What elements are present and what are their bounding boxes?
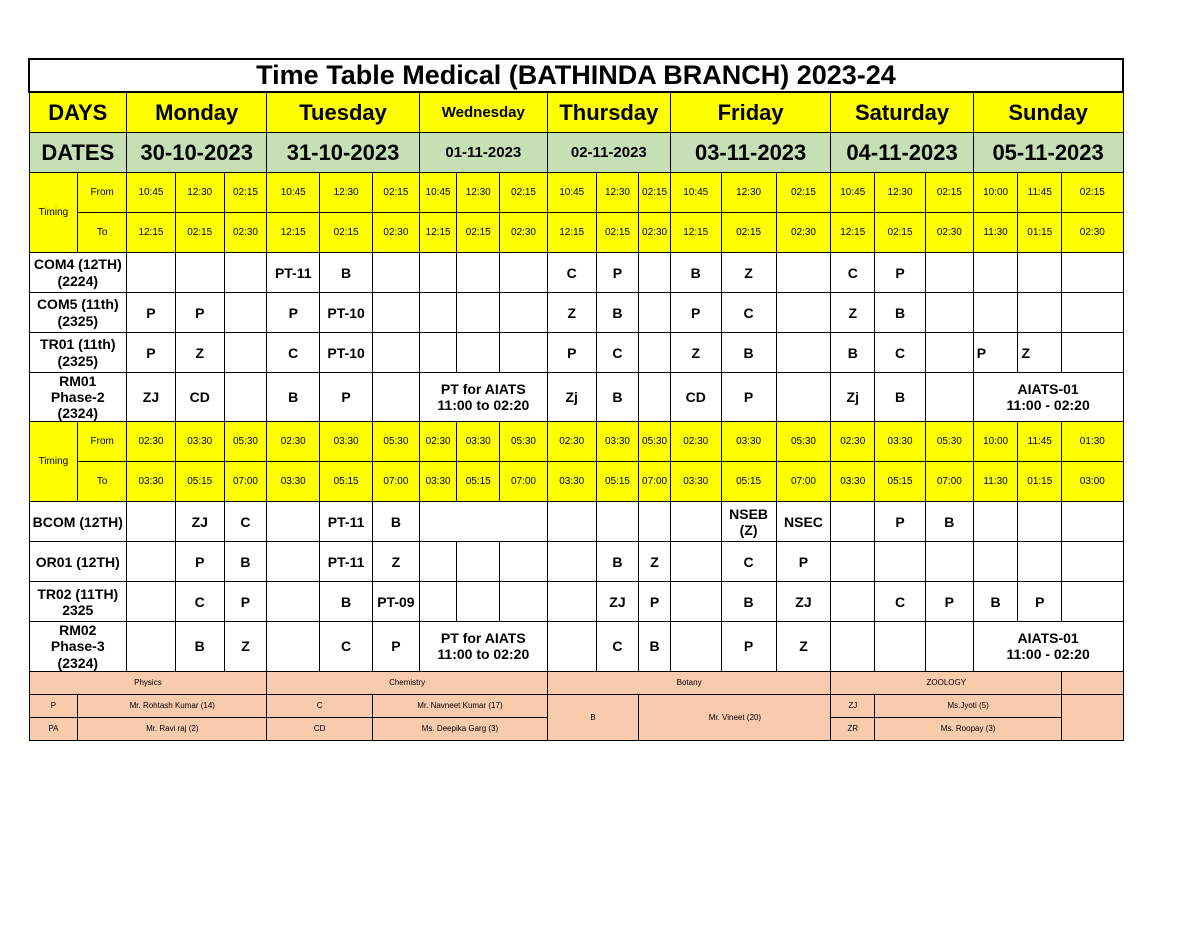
subject-cell xyxy=(127,582,176,622)
subject-cell xyxy=(973,542,1018,582)
subject-cell xyxy=(127,542,176,582)
subject-cell: P xyxy=(224,582,267,622)
subject-cell: ZJ xyxy=(776,582,831,622)
batch-name: RM01 Phase-2 (2324) xyxy=(29,373,127,422)
to-time: 02:30 xyxy=(639,213,671,253)
subject-cell xyxy=(419,293,457,333)
from-time: 10:45 xyxy=(267,173,320,213)
from-time: 02:15 xyxy=(373,173,420,213)
subject-cell: P xyxy=(670,293,721,333)
subject-cell xyxy=(457,253,500,293)
legend-code: P xyxy=(29,694,78,717)
subject-cell xyxy=(1018,293,1062,333)
subject-cell: B xyxy=(224,542,267,582)
from-time: 05:30 xyxy=(639,422,671,462)
to-time: 12:15 xyxy=(670,213,721,253)
to-time: 03:30 xyxy=(831,462,875,502)
subject-cell xyxy=(776,293,831,333)
subject-cell xyxy=(925,622,973,671)
from-time: 03:30 xyxy=(875,422,926,462)
subject-cell: B xyxy=(373,502,420,542)
subject-cell: P xyxy=(175,293,224,333)
to-time: 11:30 xyxy=(973,213,1018,253)
subject-cell xyxy=(925,333,973,373)
from-time: 05:30 xyxy=(776,422,831,462)
subject-cell xyxy=(500,293,548,333)
day-header-tuesday: Tuesday xyxy=(267,92,419,133)
subject-cell: P xyxy=(973,333,1018,373)
subject-cell: P xyxy=(721,622,776,671)
to-time: 02:15 xyxy=(875,213,926,253)
subject-cell xyxy=(547,582,596,622)
subject-cell xyxy=(1062,542,1123,582)
to-time: 07:00 xyxy=(639,462,671,502)
subject-cell xyxy=(127,502,176,542)
subject-cell xyxy=(547,542,596,582)
to-time: 12:15 xyxy=(831,213,875,253)
from-label: From xyxy=(78,173,127,213)
subject-cell xyxy=(639,502,671,542)
subject-cell: PT-10 xyxy=(320,293,373,333)
to-time: 11:30 xyxy=(973,462,1018,502)
subject-cell: P xyxy=(373,622,420,671)
from-time: 01:30 xyxy=(1062,422,1123,462)
legend-teacher: Ms. Roopay (3) xyxy=(875,717,1062,740)
subject-cell: C xyxy=(320,622,373,671)
day-header-friday: Friday xyxy=(670,92,831,133)
from-time: 05:30 xyxy=(925,422,973,462)
subject-cell: PT-10 xyxy=(320,333,373,373)
from-time: 12:30 xyxy=(596,173,639,213)
legend-blank xyxy=(1062,671,1123,694)
subject-cell: Zj xyxy=(831,373,875,422)
day-header-monday: Monday xyxy=(127,92,267,133)
subject-cell xyxy=(670,502,721,542)
from-time: 10:45 xyxy=(831,173,875,213)
subject-cell: Z xyxy=(373,542,420,582)
subject-cell xyxy=(831,622,875,671)
legend-teacher: Mr. Rohtash Kumar (14) xyxy=(78,694,267,717)
subject-cell: P xyxy=(127,333,176,373)
to-time: 07:00 xyxy=(373,462,420,502)
from-time: 02:30 xyxy=(831,422,875,462)
from-time: 02:30 xyxy=(670,422,721,462)
subject-cell xyxy=(875,542,926,582)
to-time: 05:15 xyxy=(457,462,500,502)
subject-cell xyxy=(925,253,973,293)
from-time: 12:30 xyxy=(175,173,224,213)
to-time: 02:30 xyxy=(224,213,267,253)
subject-cell xyxy=(373,333,420,373)
legend-code: ZR xyxy=(831,717,875,740)
from-label: From xyxy=(78,422,127,462)
from-time: 10:00 xyxy=(973,173,1018,213)
from-time: 10:45 xyxy=(419,173,457,213)
legend-code: C xyxy=(267,694,373,717)
date-header: 01-11-2023 xyxy=(419,133,547,173)
legend-teacher: Ms.Jyoti (5) xyxy=(875,694,1062,717)
subject-cell xyxy=(973,502,1018,542)
subject-cell xyxy=(547,622,596,671)
timetable xyxy=(28,58,1124,741)
subject-cell: C xyxy=(875,582,926,622)
to-time: 12:15 xyxy=(127,213,176,253)
batch-name: COM5 (11th) (2325) xyxy=(29,293,127,333)
subject-cell: B xyxy=(670,253,721,293)
subject-cell xyxy=(1018,502,1062,542)
subject-cell: CD xyxy=(175,373,224,422)
subject-cell xyxy=(1018,253,1062,293)
from-time: 02:30 xyxy=(547,422,596,462)
subject-cell xyxy=(419,333,457,373)
from-time: 10:45 xyxy=(547,173,596,213)
to-time: 03:30 xyxy=(127,462,176,502)
from-time: 12:30 xyxy=(875,173,926,213)
legend-teacher: Mr. Vineet (20) xyxy=(639,694,831,740)
subject-cell xyxy=(267,622,320,671)
subject-cell: PT-11 xyxy=(320,542,373,582)
from-time: 03:30 xyxy=(721,422,776,462)
subject-cell xyxy=(419,582,457,622)
from-time: 03:30 xyxy=(457,422,500,462)
subject-cell: P xyxy=(875,253,926,293)
date-header: 05-11-2023 xyxy=(973,133,1123,173)
to-time: 07:00 xyxy=(925,462,973,502)
subject-cell: P xyxy=(127,293,176,333)
batch-name: BCOM (12TH) xyxy=(29,502,127,542)
subject-cell: NSEB (Z) xyxy=(721,502,776,542)
from-time: 02:15 xyxy=(1062,173,1123,213)
subject-cell: C xyxy=(547,253,596,293)
subject-cell xyxy=(127,253,176,293)
subject-cell xyxy=(776,333,831,373)
pt-note: PT for AIATS 11:00 to 02:20 xyxy=(419,622,547,671)
subject-cell: B xyxy=(875,293,926,333)
subject-cell xyxy=(267,542,320,582)
subject-cell xyxy=(224,253,267,293)
subject-cell xyxy=(925,293,973,333)
subject-cell: P xyxy=(639,582,671,622)
from-time: 05:30 xyxy=(500,422,548,462)
to-time: 03:30 xyxy=(419,462,457,502)
day-header-sunday: Sunday xyxy=(973,92,1123,133)
subject-cell xyxy=(127,622,176,671)
subject-cell xyxy=(1062,502,1123,542)
legend-teacher: Mr. Ravi raj (2) xyxy=(78,717,267,740)
subject-cell xyxy=(1062,582,1123,622)
legend-code: PA xyxy=(29,717,78,740)
subject-cell: Z xyxy=(224,622,267,671)
batch-name: TR02 (11TH) 2325 xyxy=(29,582,127,622)
subject-cell: Z xyxy=(670,333,721,373)
to-time: 02:30 xyxy=(925,213,973,253)
from-time: 03:30 xyxy=(320,422,373,462)
subject-cell xyxy=(419,253,457,293)
from-time: 10:45 xyxy=(127,173,176,213)
empty-cell xyxy=(419,502,547,542)
to-time: 02:15 xyxy=(457,213,500,253)
from-time: 12:30 xyxy=(457,173,500,213)
subject-cell: C xyxy=(831,253,875,293)
subject-cell: P xyxy=(776,542,831,582)
subject-cell xyxy=(639,333,671,373)
subject-cell xyxy=(175,253,224,293)
legend-teacher: Ms. Deepika Garg (3) xyxy=(373,717,548,740)
dates-label: DATES xyxy=(29,133,127,173)
subject-cell xyxy=(500,542,548,582)
to-time: 02:15 xyxy=(721,213,776,253)
subject-cell xyxy=(639,253,671,293)
subject-cell: PT-09 xyxy=(373,582,420,622)
to-label: To xyxy=(78,462,127,502)
to-time: 02:15 xyxy=(320,213,373,253)
from-time: 02:15 xyxy=(925,173,973,213)
subject-cell: B xyxy=(175,622,224,671)
date-header: 03-11-2023 xyxy=(670,133,831,173)
from-time: 12:30 xyxy=(721,173,776,213)
to-time: 03:00 xyxy=(1062,462,1123,502)
aiats-note: AIATS-01 11:00 - 02:20 xyxy=(973,622,1123,671)
subject-cell: Z xyxy=(639,542,671,582)
legend-code: ZJ xyxy=(831,694,875,717)
subject-cell: C xyxy=(224,502,267,542)
batch-name: COM4 (12TH) (2224) xyxy=(29,253,127,293)
from-time: 12:30 xyxy=(320,173,373,213)
subject-cell: C xyxy=(267,333,320,373)
to-time: 07:00 xyxy=(224,462,267,502)
subject-cell: C xyxy=(596,333,639,373)
subject-cell: B xyxy=(267,373,320,422)
subject-cell: P xyxy=(320,373,373,422)
subject-cell: B xyxy=(973,582,1018,622)
subject-cell: Z xyxy=(547,293,596,333)
from-time: 02:15 xyxy=(224,173,267,213)
subject-cell: C xyxy=(721,293,776,333)
subject-cell: P xyxy=(925,582,973,622)
date-header: 30-10-2023 xyxy=(127,133,267,173)
subject-cell xyxy=(1018,542,1062,582)
subject-cell: P xyxy=(596,253,639,293)
date-header: 31-10-2023 xyxy=(267,133,419,173)
subject-cell: P xyxy=(175,542,224,582)
subject-cell xyxy=(267,502,320,542)
subject-cell: B xyxy=(596,293,639,333)
to-time: 12:15 xyxy=(419,213,457,253)
to-time: 02:30 xyxy=(373,213,420,253)
to-time: 03:30 xyxy=(267,462,320,502)
to-time: 01:15 xyxy=(1018,462,1062,502)
to-time: 02:15 xyxy=(175,213,224,253)
subject-cell: PT-11 xyxy=(267,253,320,293)
subject-cell: B xyxy=(320,253,373,293)
from-time: 05:30 xyxy=(224,422,267,462)
to-time: 05:15 xyxy=(596,462,639,502)
subject-cell xyxy=(224,293,267,333)
subject-cell xyxy=(500,582,548,622)
to-time: 05:15 xyxy=(721,462,776,502)
to-time: 12:15 xyxy=(547,213,596,253)
subject-cell: C xyxy=(875,333,926,373)
subject-cell: NSEC xyxy=(776,502,831,542)
subject-cell xyxy=(973,293,1018,333)
subject-cell xyxy=(373,293,420,333)
legend-subject-zoology: ZOOLOGY xyxy=(831,671,1062,694)
from-time: 02:15 xyxy=(500,173,548,213)
subject-cell: P xyxy=(875,502,926,542)
subject-cell xyxy=(457,582,500,622)
subject-cell xyxy=(776,373,831,422)
subject-cell xyxy=(925,542,973,582)
aiats-note: AIATS-01 11:00 - 02:20 xyxy=(973,373,1123,422)
subject-cell: Z xyxy=(831,293,875,333)
batch-name: TR01 (11th) (2325) xyxy=(29,333,127,373)
from-time: 03:30 xyxy=(596,422,639,462)
subject-cell: Z xyxy=(175,333,224,373)
subject-cell: P xyxy=(721,373,776,422)
subject-cell: Zj xyxy=(547,373,596,422)
subject-cell: B xyxy=(639,622,671,671)
subject-cell: PT-11 xyxy=(320,502,373,542)
subject-cell: B xyxy=(831,333,875,373)
legend-teacher: Mr. Navneet Kumar (17) xyxy=(373,694,548,717)
to-time: 05:15 xyxy=(175,462,224,502)
subject-cell xyxy=(224,373,267,422)
subject-cell xyxy=(1062,293,1123,333)
subject-cell xyxy=(457,542,500,582)
subject-cell xyxy=(373,373,420,422)
subject-cell xyxy=(639,373,671,422)
batch-name: RM02 Phase-3 (2324) xyxy=(29,622,127,671)
day-header-wednesday: Wednesday xyxy=(419,92,547,133)
subject-cell xyxy=(670,622,721,671)
subject-cell xyxy=(419,542,457,582)
from-time: 10:45 xyxy=(670,173,721,213)
day-header-saturday: Saturday xyxy=(831,92,973,133)
subject-cell: B xyxy=(721,582,776,622)
legend-subject-botany: Botany xyxy=(547,671,831,694)
legend-subject-chemistry: Chemistry xyxy=(267,671,548,694)
date-header: 02-11-2023 xyxy=(547,133,670,173)
subject-cell xyxy=(831,502,875,542)
subject-cell: P xyxy=(1018,582,1062,622)
subject-cell xyxy=(1062,333,1123,373)
from-time: 10:00 xyxy=(973,422,1018,462)
subject-cell: B xyxy=(596,542,639,582)
to-time: 03:30 xyxy=(547,462,596,502)
legend-subject-physics: Physics xyxy=(29,671,267,694)
subject-cell: B xyxy=(320,582,373,622)
subject-cell xyxy=(224,333,267,373)
from-time: 11:45 xyxy=(1018,173,1062,213)
subject-cell xyxy=(500,253,548,293)
subject-cell: Z xyxy=(721,253,776,293)
subject-cell: B xyxy=(596,373,639,422)
timing-label: Timing xyxy=(29,422,78,502)
from-time: 03:30 xyxy=(175,422,224,462)
subject-cell: CD xyxy=(670,373,721,422)
from-time: 02:30 xyxy=(419,422,457,462)
subject-cell xyxy=(831,542,875,582)
pt-note: PT for AIATS 11:00 to 02:20 xyxy=(419,373,547,422)
from-time: 02:30 xyxy=(127,422,176,462)
subject-cell xyxy=(776,253,831,293)
subject-cell: B xyxy=(875,373,926,422)
subject-cell xyxy=(500,333,548,373)
to-time: 07:00 xyxy=(500,462,548,502)
from-time: 02:30 xyxy=(267,422,320,462)
from-time: 02:15 xyxy=(776,173,831,213)
subject-cell xyxy=(596,502,639,542)
subject-cell: Z xyxy=(776,622,831,671)
to-label: To xyxy=(78,213,127,253)
subject-cell: Z xyxy=(1018,333,1062,373)
days-label: DAYS xyxy=(29,92,127,133)
subject-cell: C xyxy=(721,542,776,582)
to-time: 02:15 xyxy=(596,213,639,253)
to-time: 03:30 xyxy=(670,462,721,502)
subject-cell xyxy=(457,293,500,333)
batch-name: OR01 (12TH) xyxy=(29,542,127,582)
to-time: 01:15 xyxy=(1018,213,1062,253)
subject-cell xyxy=(670,582,721,622)
to-time: 05:15 xyxy=(875,462,926,502)
timing-label: Timing xyxy=(29,173,78,253)
subject-cell: ZJ xyxy=(596,582,639,622)
day-header-thursday: Thursday xyxy=(547,92,670,133)
subject-cell: P xyxy=(267,293,320,333)
subject-cell xyxy=(831,582,875,622)
legend-code: CD xyxy=(267,717,373,740)
date-header: 04-11-2023 xyxy=(831,133,973,173)
legend-code: B xyxy=(547,694,638,740)
subject-cell: P xyxy=(547,333,596,373)
subject-cell xyxy=(1062,253,1123,293)
to-time: 05:15 xyxy=(320,462,373,502)
subject-cell: ZJ xyxy=(127,373,176,422)
to-time: 02:30 xyxy=(1062,213,1123,253)
subject-cell xyxy=(925,373,973,422)
to-time: 02:30 xyxy=(776,213,831,253)
subject-cell: B xyxy=(721,333,776,373)
to-time: 02:30 xyxy=(500,213,548,253)
from-time: 11:45 xyxy=(1018,422,1062,462)
from-time: 02:15 xyxy=(639,173,671,213)
subject-cell: B xyxy=(925,502,973,542)
subject-cell xyxy=(547,502,596,542)
to-time: 07:00 xyxy=(776,462,831,502)
subject-cell xyxy=(670,542,721,582)
subject-cell xyxy=(875,622,926,671)
page-title: Time Table Medical (BATHINDA BRANCH) 2023-24 xyxy=(29,59,1123,92)
subject-cell xyxy=(973,253,1018,293)
subject-cell xyxy=(457,333,500,373)
subject-cell xyxy=(639,293,671,333)
from-time: 05:30 xyxy=(373,422,420,462)
subject-cell: ZJ xyxy=(175,502,224,542)
subject-cell: C xyxy=(596,622,639,671)
subject-cell xyxy=(267,582,320,622)
subject-cell: C xyxy=(175,582,224,622)
subject-cell xyxy=(373,253,420,293)
legend-blank xyxy=(1062,694,1123,740)
to-time: 12:15 xyxy=(267,213,320,253)
